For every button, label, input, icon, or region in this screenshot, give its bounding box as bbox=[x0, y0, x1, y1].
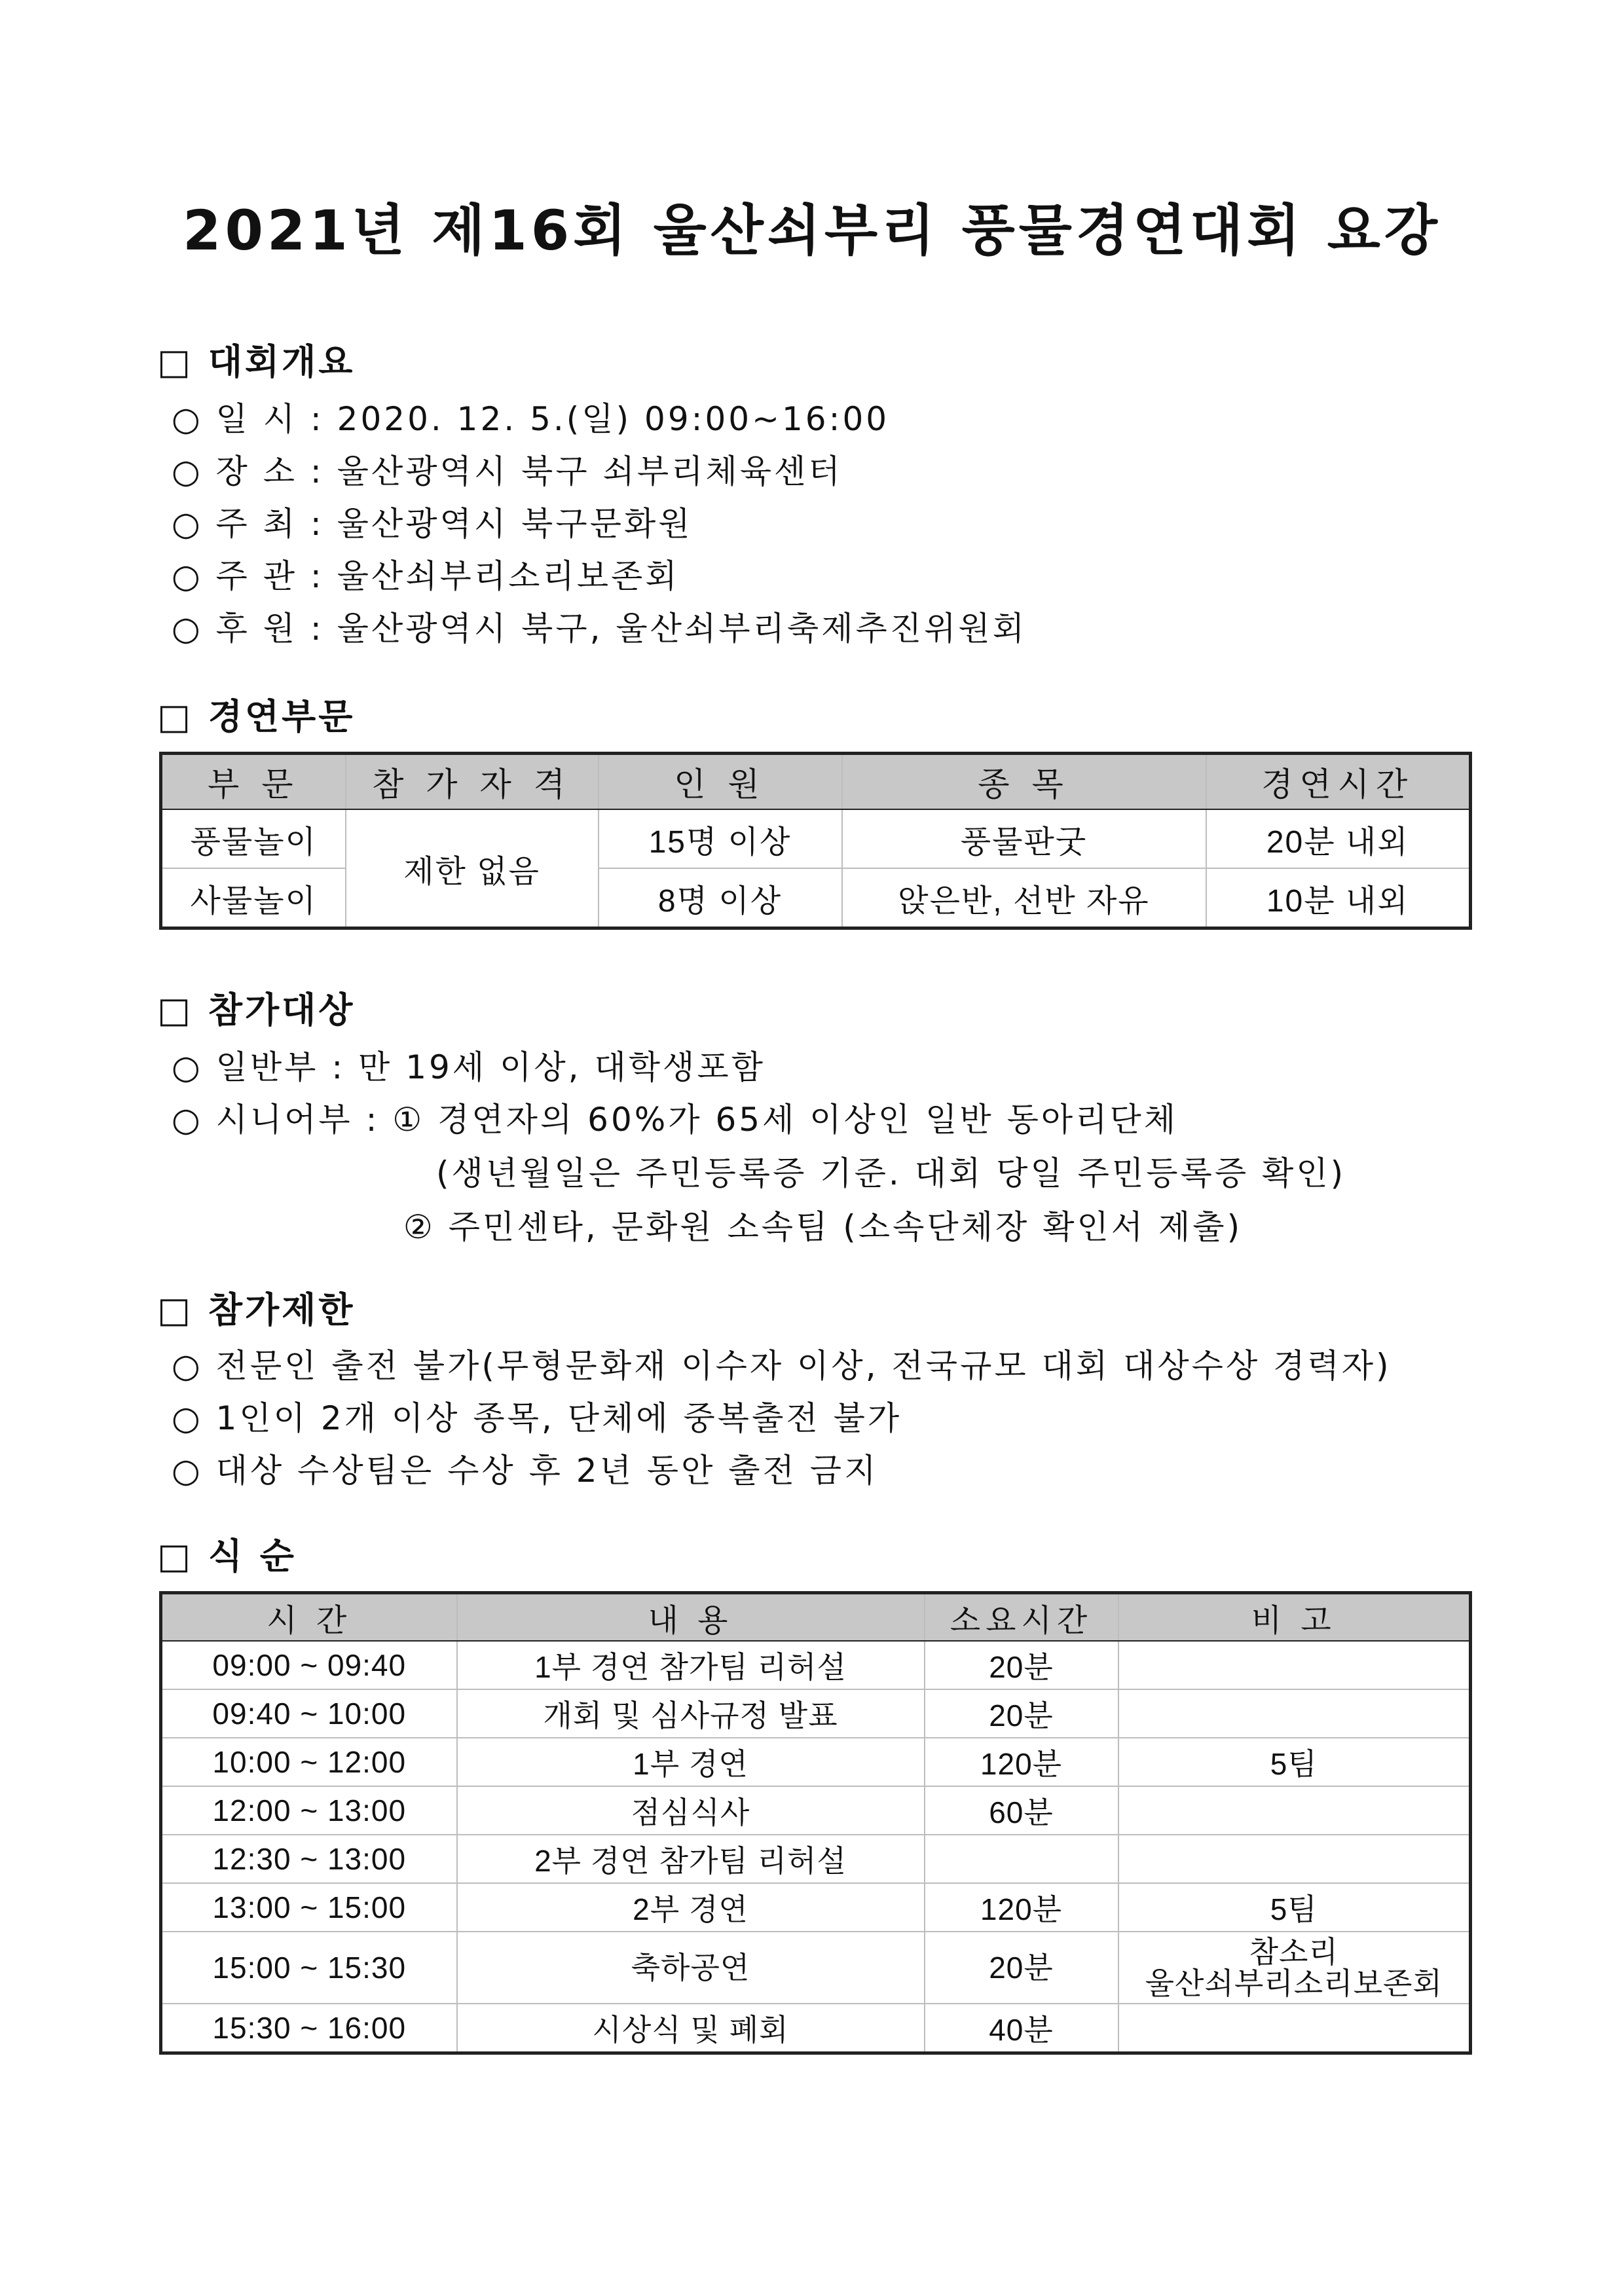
restriction-item: ○ 대상 수상팀은 수상 후 2년 동안 출전 금지 bbox=[172, 1452, 879, 1490]
content-cell: 축하공연 bbox=[457, 1932, 925, 2004]
content-cell: 1부 경연 bbox=[457, 1738, 925, 1786]
restriction-item: ○ 1인이 2개 이상 종목, 단체에 중복출전 불가 bbox=[172, 1399, 902, 1437]
duration-cell: 20분 bbox=[925, 1641, 1118, 1689]
members-cell: 15명 이상 bbox=[599, 809, 842, 868]
participants-general: ○ 일반부 : 만 19세 이상, 대학생포함 bbox=[172, 1048, 766, 1086]
table-row bbox=[161, 1835, 1471, 1883]
table-row bbox=[161, 2004, 1471, 2053]
table-row bbox=[161, 1883, 1471, 1932]
header-division: 부 문 bbox=[161, 754, 346, 810]
table-row bbox=[161, 1738, 1471, 1786]
overview-venue: ○ 장 소 : 울산광역시 북구 쇠부리체육센터 bbox=[172, 452, 843, 490]
restrictions-heading: □ 참가제한 bbox=[157, 1289, 356, 1331]
overview-date: ○ 일 시 : 2020. 12. 5.(일) 09:00~16:00 bbox=[172, 400, 890, 438]
members-cell: 8명 이상 bbox=[599, 868, 842, 928]
header-duration: 소요시간 bbox=[925, 1593, 1118, 1642]
header-eligibility: 참 가 자 격 bbox=[346, 754, 599, 810]
note-cell bbox=[1118, 1641, 1471, 1689]
duration-cell: 120분 bbox=[925, 1883, 1118, 1932]
page-title: 2021년 제16회 울산쇠부리 풍물경연대회 요강 bbox=[183, 198, 1441, 263]
note-cell bbox=[1118, 2004, 1471, 2053]
note-cell bbox=[1118, 1835, 1471, 1883]
content-cell: 2부 경연 참가팀 리허설 bbox=[457, 1835, 925, 1883]
participants-senior-2: ② 주민센타, 문화원 소속팀 (소속단체장 확인서 제출) bbox=[403, 1208, 1243, 1246]
time-cell: 15:30 ~ 16:00 bbox=[161, 2004, 457, 2053]
header-note: 비 고 bbox=[1118, 1593, 1471, 1642]
content-cell: 점심식사 bbox=[457, 1786, 925, 1835]
content-cell: 개회 및 심사규정 발표 bbox=[457, 1689, 925, 1738]
duration-cell: 20분 bbox=[925, 1689, 1118, 1738]
time-cell: 13:00 ~ 15:00 bbox=[161, 1883, 457, 1932]
time-cell: 10분 내외 bbox=[1206, 868, 1471, 928]
duration-cell: 120분 bbox=[925, 1738, 1118, 1786]
note-cell: 5팀 bbox=[1118, 1738, 1471, 1786]
participants-senior-1-note: (생년월일은 주민등록증 기준. 대회 당일 주민등록증 확인) bbox=[436, 1154, 1346, 1192]
header-members: 인 원 bbox=[599, 754, 842, 810]
division-cell: 사물놀이 bbox=[161, 868, 346, 928]
table-row bbox=[161, 1932, 1471, 2004]
overview-heading: □ 대회개요 bbox=[157, 341, 356, 382]
participants-heading: □ 참가대상 bbox=[157, 989, 356, 1031]
time-cell: 09:40 ~ 10:00 bbox=[161, 1689, 457, 1738]
event-cell: 앉은반, 선반 자유 bbox=[842, 868, 1206, 928]
schedule-header-row bbox=[161, 1593, 1471, 1642]
divisions-header-row bbox=[161, 754, 1471, 810]
content-cell: 시상식 및 폐회 bbox=[457, 2004, 925, 2053]
divisions-heading: □ 경연부문 bbox=[157, 696, 356, 737]
table-row bbox=[161, 1641, 1471, 1689]
duration-cell bbox=[925, 1835, 1118, 1883]
time-cell: 09:00 ~ 09:40 bbox=[161, 1641, 457, 1689]
header-time: 시 간 bbox=[161, 1593, 457, 1642]
division-cell: 풍물놀이 bbox=[161, 809, 346, 868]
table-row bbox=[161, 1786, 1471, 1835]
duration-cell: 40분 bbox=[925, 2004, 1118, 2053]
time-cell: 15:00 ~ 15:30 bbox=[161, 1932, 457, 2004]
event-cell: 풍물판굿 bbox=[842, 809, 1206, 868]
note-cell bbox=[1118, 1932, 1471, 2004]
header-time: 경연시간 bbox=[1206, 754, 1471, 810]
note-line-2: 울산쇠부리소리보존회 bbox=[1145, 1966, 1443, 2000]
content-cell: 2부 경연 bbox=[457, 1883, 925, 1932]
note-cell: 5팀 bbox=[1118, 1883, 1471, 1932]
header-event: 종 목 bbox=[842, 754, 1206, 810]
table-row bbox=[161, 1689, 1471, 1738]
overview-host: ○ 주 최 : 울산광역시 북구문화원 bbox=[172, 505, 693, 543]
restriction-item: ○ 전문인 출전 불가(무형문화재 이수자 이상, 전국규모 대회 대상수상 경력자) bbox=[172, 1347, 1392, 1385]
note-line-1: 참소리 bbox=[1249, 1935, 1338, 1969]
time-cell: 10:00 ~ 12:00 bbox=[161, 1738, 457, 1786]
table-row bbox=[161, 809, 1471, 868]
overview-organizer: ○ 주 관 : 울산쇠부리소리보존회 bbox=[172, 557, 680, 595]
content-cell: 1부 경연 참가팀 리허설 bbox=[457, 1641, 925, 1689]
overview-sponsor: ○ 후 원 : 울산광역시 북구, 울산쇠부리축제추진위원회 bbox=[172, 610, 1027, 648]
eligibility-cell: 제한 없음 bbox=[346, 809, 599, 928]
header-content: 내 용 bbox=[457, 1593, 925, 1642]
schedule-table bbox=[159, 1591, 1472, 2055]
time-cell: 12:30 ~ 13:00 bbox=[161, 1835, 457, 1883]
duration-cell: 60분 bbox=[925, 1786, 1118, 1835]
schedule-heading: □ 식 순 bbox=[157, 1535, 297, 1577]
note-cell bbox=[1118, 1689, 1471, 1738]
divisions-table bbox=[159, 752, 1472, 930]
time-cell: 20분 내외 bbox=[1206, 809, 1471, 868]
participants-senior-1: ○ 시니어부 : ① 경연자의 60%가 65세 이상인 일반 동아리단체 bbox=[172, 1101, 1179, 1139]
time-cell: 12:00 ~ 13:00 bbox=[161, 1786, 457, 1835]
duration-cell: 20분 bbox=[925, 1932, 1118, 2004]
note-cell bbox=[1118, 1786, 1471, 1835]
